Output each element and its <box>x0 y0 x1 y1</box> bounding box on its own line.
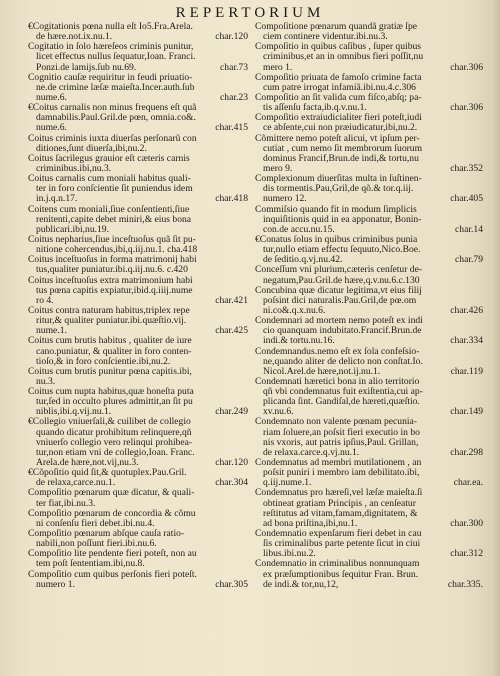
index-entry-text: nu.3. <box>36 376 56 387</box>
index-entry-text: tur,ſed in occulto plures admittit,an ſit pu <box>36 397 193 408</box>
index-entry-line <box>255 32 485 42</box>
page-reference: char.405 <box>450 194 483 205</box>
index-entry-text: Coitus inceſtuoſus in forma matrimonij habi <box>28 255 197 266</box>
index-entry-line <box>255 326 485 336</box>
index-entry-text: ad bona priſtina,ibi,nu.1. <box>263 518 358 529</box>
index-entry-line <box>28 458 250 468</box>
index-entry-line <box>28 286 250 296</box>
index-entry-line <box>255 52 485 62</box>
index-entry-line <box>255 478 485 488</box>
page-reference: char.306 <box>450 103 483 114</box>
index-entry-line <box>28 529 250 539</box>
index-entry-line <box>255 306 485 316</box>
index-entry-text: nis vxoris, aut patris ipſius,Paul. Grillan, <box>263 437 419 448</box>
index-entry-text: xv.nu.6. <box>263 407 294 418</box>
index-entry-line <box>255 580 485 590</box>
index-entry-text: de indi.& tor,nu,12, <box>263 579 339 590</box>
index-entry-line <box>255 488 485 498</box>
index-entry-line <box>28 448 250 458</box>
index-entry-line <box>28 316 250 326</box>
index-entry-text: publicari.ibi,nu.19. <box>36 224 110 235</box>
index-entry-line <box>28 174 250 184</box>
index-entry-line <box>28 42 250 52</box>
page-reference: char.304 <box>215 478 248 489</box>
page-edge <box>492 0 500 676</box>
index-entry-text: nume.6. <box>36 123 67 134</box>
index-entry-text: Nicol.Arel.de hære,not.ij.nu.1. <box>263 366 381 377</box>
index-entry-line <box>28 499 250 509</box>
index-entry-text: cutiat , cum nemo ſit membrorum ſuorum <box>263 143 423 154</box>
index-entry-text: tem poſt ſententiam.ibi,nu.8. <box>36 559 145 570</box>
index-entry-text: €Conatus ſolus in quibus criminibus punia <box>255 234 418 245</box>
index-entry-line <box>28 580 250 590</box>
index-entry-text: ni.co&.q.x.nu.6. <box>263 305 326 316</box>
index-entry-text: qñ vbi condemnatus fuit exiſtentia,cui ap- <box>263 387 423 398</box>
index-entry-text: Condemnari ad mortem nemo poteſt ex indi <box>255 316 423 327</box>
index-entry-line <box>255 397 485 407</box>
page-reference: char.352 <box>450 163 483 174</box>
index-entry-line <box>28 164 250 174</box>
index-entry-line <box>28 428 250 438</box>
index-entry-text: Coitus cum brutis habitus , qualiter de iure <box>28 336 192 347</box>
index-entry-line <box>28 113 250 123</box>
index-entry-text: Complexionum diuerſitas multa in ſuſtinen- <box>255 174 422 185</box>
index-entry-line <box>28 73 250 83</box>
page-reference: char.335. <box>447 579 483 590</box>
index-entry-text: ter fiat,ibi.nu.3. <box>36 498 96 509</box>
index-entry-text: Arela.de hære,not.vij,nu.3. <box>36 458 139 469</box>
index-entry-text: Condemnandus.nemo eſt ex ſola confeſsio- <box>255 346 420 357</box>
index-entry-text: Conceſſum vni plurium,cæteris cenſetur de- <box>255 265 423 276</box>
index-entry-text: ſis criminalibus parte petente ſicut in ciui <box>263 539 421 550</box>
page-reference: char.312 <box>450 549 483 560</box>
index-entry-text: ritur,& qualiter puniatur.ibi.quæſtio.vij. <box>36 316 187 327</box>
index-entry-line <box>255 63 485 73</box>
index-entry-line <box>28 235 250 245</box>
index-entry-line <box>28 83 250 93</box>
index-entry-text: Condemnatio in criminalibus nonnunquam <box>255 559 420 570</box>
index-entry-text: nume.6. <box>36 92 67 103</box>
index-entry-line <box>255 509 485 519</box>
index-entry-text: mero 9. <box>263 163 293 174</box>
index-entry-text: tioſo,& in foro conſcientie.ibi,nu.2. <box>36 356 171 367</box>
index-entry-text: Compoſitio pœnarum abſque cauſa ratio- <box>28 529 185 540</box>
index-entry-text: Condemnatus pro hæreſi,vel læſæ maieſta.ſi <box>255 488 423 499</box>
index-entry-text: dis tormentis.Pau,Gril,de qõ.& tor.q.iij. <box>263 184 414 195</box>
index-entry-text: ni conſenſu fieri debet.ibi.nu.4. <box>36 518 155 529</box>
index-entry-text: tur,non etiam vni de collegio,Ioan. Franc. <box>36 447 195 458</box>
index-entry-line <box>255 438 485 448</box>
index-entry-line <box>255 448 485 458</box>
index-entry-text: ro 4. <box>36 295 54 306</box>
index-entry-text: Compoſitio lite pendente fieri poteſt, non au <box>28 549 197 560</box>
index-entry-text: quando dicatur prohibitum relinquere,qñ <box>36 427 192 438</box>
index-entry-text: €Collegio vniuerſali,& cuilibet de collegio <box>28 417 191 428</box>
index-entry-text: Compoſitio pœnarum de concordia & cõmu <box>28 508 196 519</box>
index-entry-text: nabili,non poſſunt fieri.ibi.nu.6. <box>36 539 157 550</box>
index-entry-text: ne,quando aliter de delicto non conſtat.Io. <box>263 356 423 367</box>
index-entry-line <box>28 52 250 62</box>
index-entry-text: €Cõpoſitio quid ſit,& quotuplex.Pau.Gril. <box>28 468 187 479</box>
page-reference: char.249 <box>215 407 248 418</box>
index-entry-text: poſsit puniri i membro iam debilitato.ibi, <box>263 468 420 479</box>
index-entry-text: tur,nullo etiam effectu ſequuto,Nico.Boe. <box>263 245 421 256</box>
index-entry-line <box>28 387 250 397</box>
index-entry-line <box>255 194 485 204</box>
index-entry-text: Coitus nepharius,ſiue inceſtuoſus quã ſit pu- <box>28 234 196 245</box>
index-entry-text: nume.1. <box>36 326 67 337</box>
index-entry-text: de relaxa,carce.nu.1. <box>36 478 116 489</box>
index-entry-line <box>255 103 485 113</box>
index-entry-line <box>28 397 250 407</box>
index-entry-text: reſtitutus ad vitam,famam,dignitatem, & <box>263 508 418 519</box>
index-entry-text: de ſeditio.q.vj.nu.42. <box>263 255 343 266</box>
index-entry-line <box>255 336 485 346</box>
index-entry-line <box>255 377 485 387</box>
index-entry-line <box>28 407 250 417</box>
index-entry-text: de relaxa.carce.q.vj.nu.1. <box>263 447 360 458</box>
index-entry-line <box>255 184 485 194</box>
index-entry-text: Coitens cum moniali,ſiue conſentienti,ſiue <box>28 204 190 215</box>
index-entry-line <box>255 265 485 275</box>
index-entry-text: renitenti,capite debet miniri,& eius bona <box>36 214 192 225</box>
index-entry-line <box>28 154 250 164</box>
index-entry-text: Cognitio cauſæ requiritur in feudi priuatio- <box>28 72 193 83</box>
page-reference: char.415 <box>215 123 248 134</box>
index-entry-text: cio quanquam indubitato.Francif.Brun.de <box>263 326 422 337</box>
page-reference: char.334 <box>450 336 483 347</box>
index-entry-text: Coitus cum brutis punitur pœna capitis.ibi, <box>28 366 192 377</box>
index-entry-line <box>255 73 485 83</box>
index-entry-line <box>255 286 485 296</box>
index-entry-text: indi.& tortu.nu.16. <box>263 336 335 347</box>
index-entry-line <box>28 539 250 549</box>
index-entry-text: Compoſitio extraiudicialiter fieri poteſt,iudi <box>255 113 422 124</box>
index-entry-text: Coitus cum nupta habitus,quæ honeſta puta <box>28 387 194 398</box>
page-reference: char.421 <box>215 295 248 306</box>
index-entry-text: obtineat gratiam Principis , an cenſeatur <box>263 498 416 509</box>
index-entry-line <box>28 417 250 427</box>
index-entry-line <box>255 276 485 286</box>
index-entry-text: Condemnatus ad membri mutilationem , an <box>255 458 422 469</box>
index-entry-line <box>255 205 485 215</box>
index-entry-text: inquiſitionis quid in ea apponatur, Bonin- <box>263 214 422 225</box>
index-entry-text: Condemnati hæretici bona in alio territorio <box>255 376 420 387</box>
index-entry-text: €Cogitationis pœna nulla eſt Io5.Fra.Arela. <box>28 22 193 32</box>
page-reference: char.119 <box>450 366 483 377</box>
index-entry-text: Coitus inceſtuoſus extra matrimonium habi <box>28 275 193 286</box>
index-entry-text: libus.ibi.nu.2. <box>263 549 316 560</box>
index-entry-text: ex præſumptionibus ſequitur Fran. Brun. <box>263 569 419 580</box>
index-entry-text: riam ſoluere,an poſsit fieri executio in bo <box>263 427 420 438</box>
index-entry-text: vniuerſo collegio vero relinqui prohibea- <box>36 437 193 448</box>
index-entry-text: dominus Francif,Brun.de indi,& tortu,nu <box>263 153 419 164</box>
index-entry-line <box>255 357 485 367</box>
index-entry-line <box>28 357 250 367</box>
index-entry-line <box>28 377 250 387</box>
index-entry-line <box>255 113 485 123</box>
index-entry-text: Compoſitione pœnarum quandã gratiæ ſpe <box>255 22 417 32</box>
index-entry-text: Cogitatio in ſolo hæreſeos criminis punitur, <box>28 42 194 53</box>
index-entry-text: Concubina quæ dicatur legitima,vt eius filij <box>255 285 422 296</box>
index-column-right <box>255 22 485 590</box>
index-entry-text: Condemnato non valente pœnam pecunia- <box>255 417 417 428</box>
page-reference: char.425 <box>215 326 248 337</box>
index-entry-line <box>28 144 250 154</box>
index-entry-line <box>255 316 485 326</box>
page-reference: char.300 <box>450 518 483 529</box>
index-entry-line <box>28 336 250 346</box>
index-entry-line <box>255 549 485 559</box>
index-entry-line <box>28 103 250 113</box>
index-entry-line <box>255 164 485 174</box>
index-entry-line <box>255 93 485 103</box>
index-entry-line <box>28 194 250 204</box>
index-entry-text: damnabilis.Paul.Gril.de pœn, omnia.co&. <box>36 113 196 124</box>
index-entry-text: Compoſitio pœnarum quæ dicatur, & quali- <box>28 488 195 499</box>
index-entry-line <box>255 215 485 225</box>
index-entry-text: de hære.not.ix.nu.1. <box>36 32 113 43</box>
index-entry-text: Condemnatio expenſarum fieri debet in cau <box>255 529 422 540</box>
index-entry-line <box>28 306 250 316</box>
index-entry-line <box>28 184 250 194</box>
index-entry-line <box>255 174 485 184</box>
index-entry-line <box>28 559 250 569</box>
page-reference: char.418 <box>215 194 248 205</box>
index-entry-text: niblis,ibi.q.vij.nu.1. <box>36 407 112 418</box>
index-entry-text: numero 12. <box>263 194 307 205</box>
index-entry-line <box>255 417 485 427</box>
index-entry-line <box>255 387 485 397</box>
index-entry-line <box>255 123 485 133</box>
index-entry-line <box>255 468 485 478</box>
index-entry-line <box>28 519 250 529</box>
page-reference: char.14 <box>455 224 483 235</box>
index-entry-line <box>28 22 250 32</box>
index-entry-line <box>255 519 485 529</box>
index-entry-text: ne.de crimine læſæ maieſta.Incer.auth.ſub <box>36 82 195 93</box>
index-entry-text: ce abſente,cui non præiudicatur,ibi,nu.2. <box>263 123 418 134</box>
index-entry-line <box>28 296 250 306</box>
index-entry-line <box>255 296 485 306</box>
index-entry-line <box>28 265 250 275</box>
page-reference: char.ea. <box>453 478 483 489</box>
index-entry-line <box>255 225 485 235</box>
page-header: REPERTORIUM <box>175 5 325 21</box>
index-entry-line <box>28 63 250 73</box>
index-entry-line <box>255 245 485 255</box>
index-entry-text: poſsint dici naturalis.Pau.Gril,de pœ.om <box>263 295 417 306</box>
index-entry-line <box>28 509 250 519</box>
page-reference: char.298 <box>450 447 483 458</box>
index-entry-line <box>255 367 485 377</box>
index-entry-line <box>28 255 250 265</box>
index-entry-line <box>28 245 250 255</box>
index-entry-line <box>28 276 250 286</box>
index-entry-text: ciem continere videntur.ibi.nu.3. <box>263 32 388 43</box>
index-entry-text: q.iij.nume.1. <box>263 478 312 489</box>
index-entry-line <box>28 478 250 488</box>
index-entry-text: licet effectus nullus ſequatur,Ioan. Franci. <box>36 52 196 63</box>
index-entry-line <box>28 570 250 580</box>
index-entry-line <box>28 215 250 225</box>
index-entry-text: Coitus carnalis cum moniali habitus quali- <box>28 174 191 185</box>
index-entry-line <box>28 123 250 133</box>
index-entry-line <box>255 570 485 580</box>
index-entry-text: Coitus contra naturam habitus,triplex repe <box>28 305 190 316</box>
index-entry-line <box>255 22 485 32</box>
index-entry-text: Compoſitio an ſit valida cum fiſco,abſq; pa- <box>255 92 422 103</box>
index-entry-line <box>28 438 250 448</box>
page-reference: char.305 <box>215 579 248 590</box>
page-reference: char.426 <box>450 305 483 316</box>
index-entry-text: Ponzi.de lamijs.ſub nu.69. <box>36 62 137 73</box>
index-entry-text: Commiſsio quando fit in modum ſimplicis <box>255 204 417 215</box>
index-entry-text: criminibus.ibi,nu.3. <box>36 163 112 174</box>
index-entry-line <box>28 32 250 42</box>
index-entry-line <box>255 154 485 164</box>
index-entry-text: negatum,Pau.Gril.de hære,q.v.nu.6.c.130 <box>263 275 420 286</box>
index-entry-text: ditiones,ſunt diuerſa,ibi,nu.2. <box>36 143 147 154</box>
index-entry-text: in.j.q.n.17. <box>36 194 78 205</box>
index-entry-line <box>255 83 485 93</box>
page-reference: char.306 <box>450 62 483 73</box>
index-entry-text: Coitus ſacrilegus grauior eſt cæteris carnis <box>28 153 190 164</box>
index-entry-line <box>28 367 250 377</box>
index-entry-text: €Coitus carnalis non minus frequens eſt quã <box>28 103 197 114</box>
index-entry-line <box>255 144 485 154</box>
index-column-left <box>28 22 250 590</box>
index-entry-line <box>255 42 485 52</box>
index-entry-line <box>28 205 250 215</box>
index-entry-line <box>28 134 250 144</box>
index-entry-text: Compoſitio in quibus caſibus , ſuper quibus <box>255 42 422 53</box>
index-entry-line <box>28 93 250 103</box>
page-reference: char.149 <box>450 407 483 418</box>
index-entry-text: con.de accu.nu.15. <box>263 224 335 235</box>
index-entry-line <box>255 529 485 539</box>
index-entry-text: Cõmittere nemo poteſt alicui, vt ipſum per- <box>255 133 420 144</box>
index-entry-line <box>255 539 485 549</box>
index-entry-line <box>255 428 485 438</box>
index-entry-line <box>255 347 485 357</box>
index-entry-line <box>28 468 250 478</box>
index-entry-text: Compoſitio cum quibus perſonis fieri poteſt. <box>28 569 197 580</box>
page-reference: char.73 <box>220 62 248 73</box>
index-entry-line <box>255 134 485 144</box>
index-entry-line <box>28 326 250 336</box>
index-entry-text: numero 1. <box>36 579 75 590</box>
index-entry-text: cano.puniatur, & qualiter in foro conten- <box>36 346 192 357</box>
index-entry-text: nitione cohercendus,ibi,q.iij.nu.1. cha.418 <box>36 245 198 256</box>
index-entry-line <box>28 488 250 498</box>
index-entry-line <box>255 235 485 245</box>
index-entry-text: Compoſitio priuata de famoſo crimine facta <box>255 72 422 83</box>
page-reference: char.79 <box>455 255 483 266</box>
index-entry-line <box>28 225 250 235</box>
index-entry-line <box>255 458 485 468</box>
index-entry-text: cum patre irrogat infamiã.ibi.nu.4.c.306 <box>263 82 416 93</box>
index-entry-text: criminibus,et an in omnibus fieri poſſit,nu <box>263 52 424 63</box>
index-entry-line <box>255 499 485 509</box>
index-entry-text: tus,qualiter puniatur.ibi.q.iij.nu.6. c.420 <box>36 265 188 276</box>
index-entry-line <box>28 347 250 357</box>
page-reference: char.23 <box>220 92 248 103</box>
index-entry-line <box>255 255 485 265</box>
index-entry-text: tis aſſenſu facta,ib.q.v.nu.1. <box>263 103 367 114</box>
index-entry-text: tus pœna capitis expiatur,ibid.q.iiij.nume <box>36 285 193 296</box>
index-entry-line <box>28 549 250 559</box>
index-entry-line <box>255 559 485 569</box>
page-reference: char.120 <box>215 458 248 469</box>
page-reference: char.120 <box>215 32 248 43</box>
index-entry-line <box>255 407 485 417</box>
index-entry-text: ter in foro conſcientie ſit puniendus idem <box>36 184 193 195</box>
index-entry-text: mero 1. <box>263 62 293 73</box>
index-entry-text: plicanda ſint. Gandiſal,de hæreti,quæſtio. <box>263 397 420 408</box>
index-entry-text: Coitus criminis iuxta diuerſas perſonarũ con <box>28 133 197 144</box>
